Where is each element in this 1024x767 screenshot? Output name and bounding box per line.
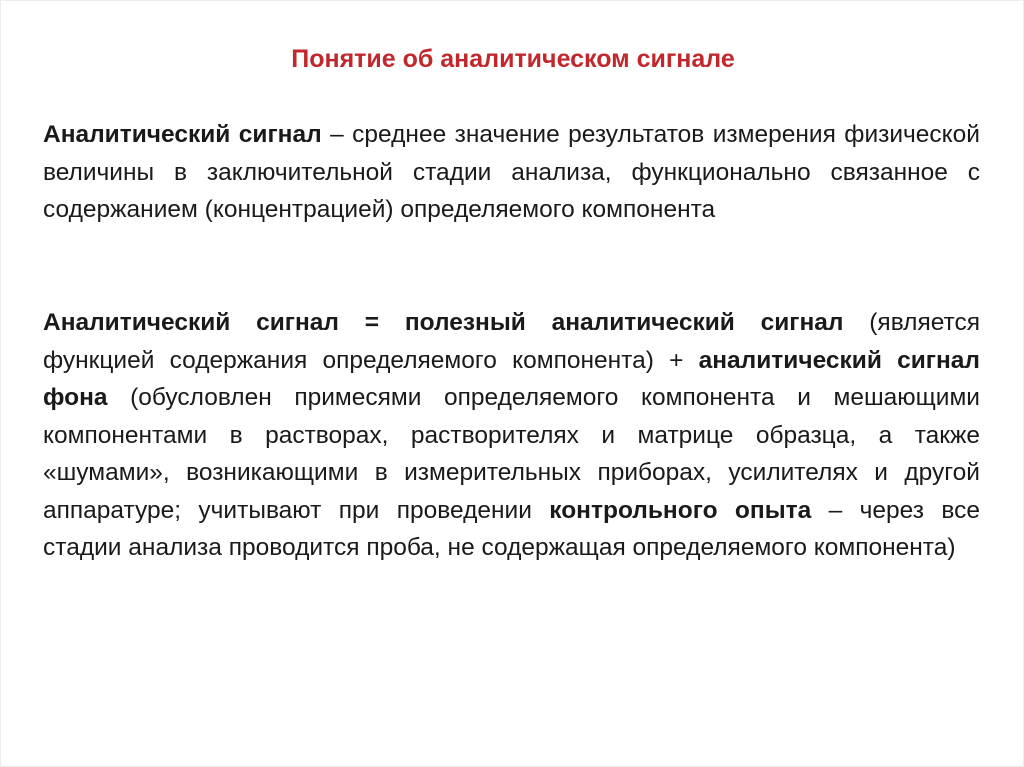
control-experiment-text: – через все стадии анализа проводится проба, не содержащая определяемого компонента) (43, 496, 980, 561)
background-signal-term: аналитический сигнал фона (43, 346, 980, 411)
definition-paragraph (43, 116, 980, 229)
useful-signal-text: (является функцией содержания определяемого компонента) + (43, 309, 980, 374)
useful-signal-term: Аналитический сигнал = полезный аналитический сигнал (43, 309, 844, 336)
composition-paragraph (43, 304, 980, 567)
analytical-signal-term: Аналитический сигнал (43, 121, 322, 148)
control-experiment-term: контрольного опыта (549, 496, 812, 524)
slide-title: Понятие об аналитическом сигнале (291, 45, 735, 73)
background-signal-text: (обусловлен примесями определяемого компонента и мешающими компонентами в растворах, растворителях и матрице образца, а также «шумами», возникающими в измерительных приборах, усилителях и другой аппаратуре; учитывают при проведении (43, 384, 980, 524)
definition-text: – среднее значение результатов измерения физической величины в заключительной стадии анализа, функционально связанное с содержанием (концентрацией) определяемого компонента (43, 121, 980, 223)
